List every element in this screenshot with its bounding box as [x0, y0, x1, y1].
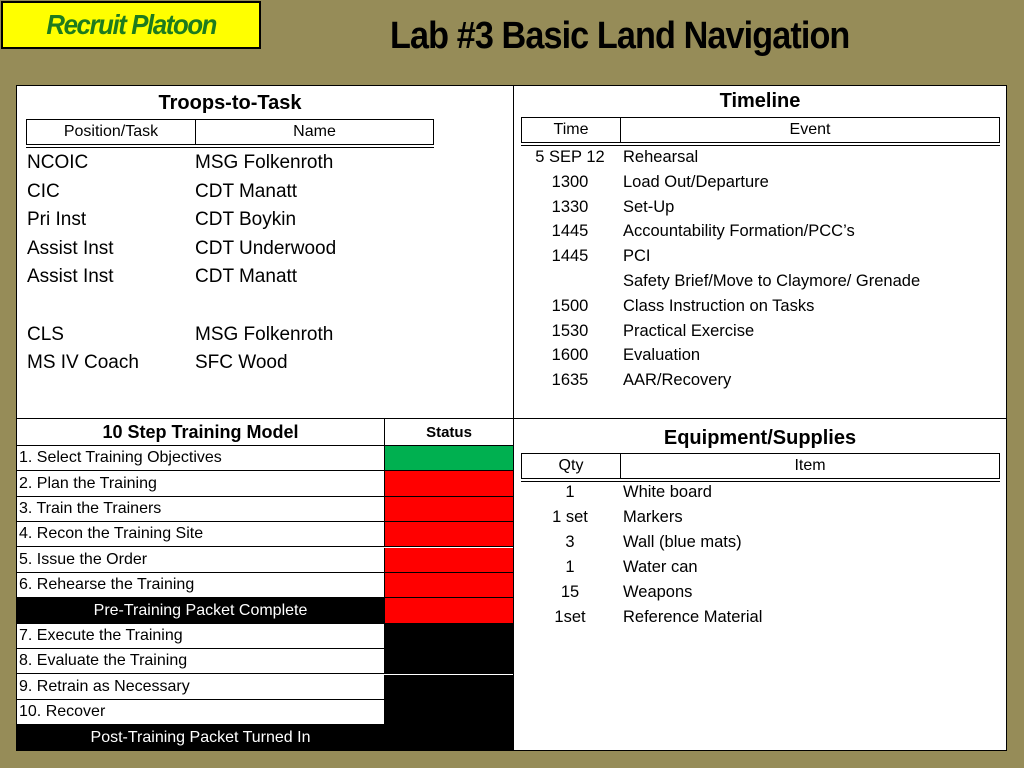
timeline-time: 1445 [551, 222, 589, 241]
troop-row [27, 324, 455, 352]
training-status-red [385, 598, 513, 622]
troop-position: CIC [27, 180, 60, 202]
troop-name: SFC Wood [195, 352, 288, 374]
timeline-time: 1600 [551, 346, 589, 365]
training-title: 10 Step Training Model [17, 419, 385, 445]
timeline-event: Class Instruction on Tasks [623, 296, 815, 315]
troop-name: CDT Boykin [195, 209, 297, 231]
equipment-item: Weapons [623, 583, 693, 601]
training-step-label: Post-Training Packet Turned In [17, 725, 385, 749]
training-status-red [385, 573, 513, 597]
training-row [17, 497, 513, 522]
troop-position [27, 295, 195, 323]
troop-position: NCOIC [27, 152, 89, 173]
timeline-row [521, 173, 1003, 198]
training-step-label: 2. Plan the Training [17, 471, 385, 495]
timeline-header-event: Event [620, 118, 999, 142]
equipment-row [521, 508, 1003, 533]
training-row [17, 649, 513, 674]
troop-name: CDT Manatt [195, 266, 298, 288]
training-row [17, 548, 513, 573]
training-status-red [385, 548, 513, 572]
timeline-event: AAR/Recovery [623, 371, 732, 390]
training-step-label: Pre-Training Packet Complete [17, 598, 385, 622]
timeline-event: Safety Brief/Move to Claymore/ Grenade [623, 272, 921, 290]
equipment-item: Reference Material [623, 608, 763, 626]
training-status-black [385, 675, 513, 699]
training-status-black [385, 725, 513, 749]
training-status-black [385, 700, 513, 724]
timeline-row [521, 346, 1003, 371]
training-row [17, 471, 513, 496]
training-model-table [17, 419, 513, 751]
troop-position: MS IV Coach [27, 352, 139, 374]
timeline-row [521, 222, 1003, 247]
training-row [17, 624, 513, 649]
equipment-qty: 1 [565, 483, 575, 501]
training-row [17, 522, 513, 547]
equipment-row [521, 583, 1003, 608]
timeline-time: 1300 [551, 172, 589, 191]
equipment-item: Water can [623, 558, 698, 576]
timeline-time: 1635 [551, 371, 589, 390]
timeline-time: 1330 [551, 197, 589, 216]
troop-row [27, 352, 455, 380]
troops-header-position: Position/Task [63, 123, 159, 140]
timeline-time [521, 272, 619, 297]
timeline-event: Set-Up [623, 197, 675, 216]
troop-position: Pri Inst [27, 209, 87, 231]
equipment-qty: 1 [565, 558, 575, 576]
training-step-label: 3. Train the Trainers [17, 497, 385, 521]
timeline-title: Timeline [719, 90, 801, 112]
troop-name: CDT Underwood [195, 237, 337, 259]
timeline-event: Accountability Formation/PCC’s [623, 222, 855, 241]
timeline-event: Evaluation [623, 346, 701, 365]
timeline-row [521, 247, 1003, 272]
equipment-item: White board [623, 483, 712, 501]
training-header-row [17, 419, 513, 446]
training-step-label: 10. Recover [17, 700, 385, 724]
training-status-black [385, 649, 513, 673]
equipment-qty: 3 [565, 533, 575, 551]
equipment-qty: 1 set [552, 508, 588, 526]
troop-position: CLS [27, 323, 64, 345]
timeline-event: Practical Exercise [623, 321, 755, 340]
timeline-row [521, 322, 1003, 347]
troops-header [26, 119, 434, 145]
troop-name: CDT Manatt [195, 180, 298, 202]
equipment-item: Markers [623, 508, 683, 526]
equipment-title: Equipment/Supplies [663, 427, 857, 449]
training-status-red [385, 522, 513, 546]
equipment-row [521, 558, 1003, 583]
training-step-label: 5. Issue the Order [17, 548, 385, 572]
training-step-label: 7. Execute the Training [17, 624, 385, 648]
troops-header-name: Name [195, 120, 433, 144]
badge-label: Recruit Platoon [46, 9, 216, 40]
training-status-red [385, 497, 513, 521]
training-step-label: 6. Rehearse the Training [17, 573, 385, 597]
training-row [17, 725, 513, 750]
lab-board [16, 85, 1007, 751]
timeline-row [521, 148, 1003, 173]
training-row [17, 598, 513, 623]
timeline-event: Rehearsal [623, 148, 699, 166]
equipment-row [521, 533, 1003, 558]
troop-position: Assist Inst [27, 266, 114, 288]
troop-row [27, 152, 455, 180]
timeline-event: Load Out/Departure [623, 172, 769, 191]
training-row [17, 675, 513, 700]
timeline-header-time: Time [553, 121, 589, 138]
equipment-qty: 1set [554, 608, 586, 626]
equipment-qty: 15 [560, 583, 580, 601]
troop-row [27, 209, 455, 237]
timeline-row [521, 371, 1003, 396]
training-status-red [385, 471, 513, 495]
training-row [17, 446, 513, 471]
training-status-black [385, 624, 513, 648]
training-row [17, 573, 513, 598]
timeline-row [521, 272, 1003, 297]
equipment-header-qty: Qty [558, 457, 584, 474]
recruit-platoon-badge [1, 1, 261, 49]
training-status-green [385, 446, 513, 470]
troop-row [27, 295, 455, 323]
troop-row [27, 181, 455, 209]
equipment-header [521, 453, 1000, 479]
timeline-time: 5 SEP 12 [535, 148, 605, 166]
timeline-time: 1445 [551, 247, 589, 266]
troop-row [27, 266, 455, 294]
troops-title: Troops-to-Task [158, 92, 302, 114]
equipment-header-item: Item [620, 454, 999, 478]
timeline-row [521, 198, 1003, 223]
training-step-label: 1. Select Training Objectives [17, 446, 385, 470]
timeline-time: 1530 [551, 321, 589, 340]
equipment-row [521, 483, 1003, 508]
equipment-item: Wall (blue mats) [623, 533, 742, 551]
troop-name: MSG Folkenroth [195, 323, 334, 345]
timeline-event: PCI [623, 247, 651, 266]
equipment-row [521, 608, 1003, 633]
timeline-row [521, 297, 1003, 322]
training-step-label: 8. Evaluate the Training [17, 649, 385, 673]
troop-row [27, 238, 455, 266]
training-step-label: 9. Retrain as Necessary [17, 675, 385, 699]
timeline-time: 1500 [551, 296, 589, 315]
troop-name [195, 295, 455, 323]
training-step-label: 4. Recon the Training Site [17, 522, 385, 546]
status-header: Status [426, 423, 472, 441]
timeline-header [521, 117, 1000, 143]
troop-position: Assist Inst [27, 237, 114, 259]
troop-name: MSG Folkenroth [195, 152, 334, 173]
training-row [17, 700, 513, 725]
page-title: Lab #3 Basic Land Navigation [390, 15, 850, 57]
